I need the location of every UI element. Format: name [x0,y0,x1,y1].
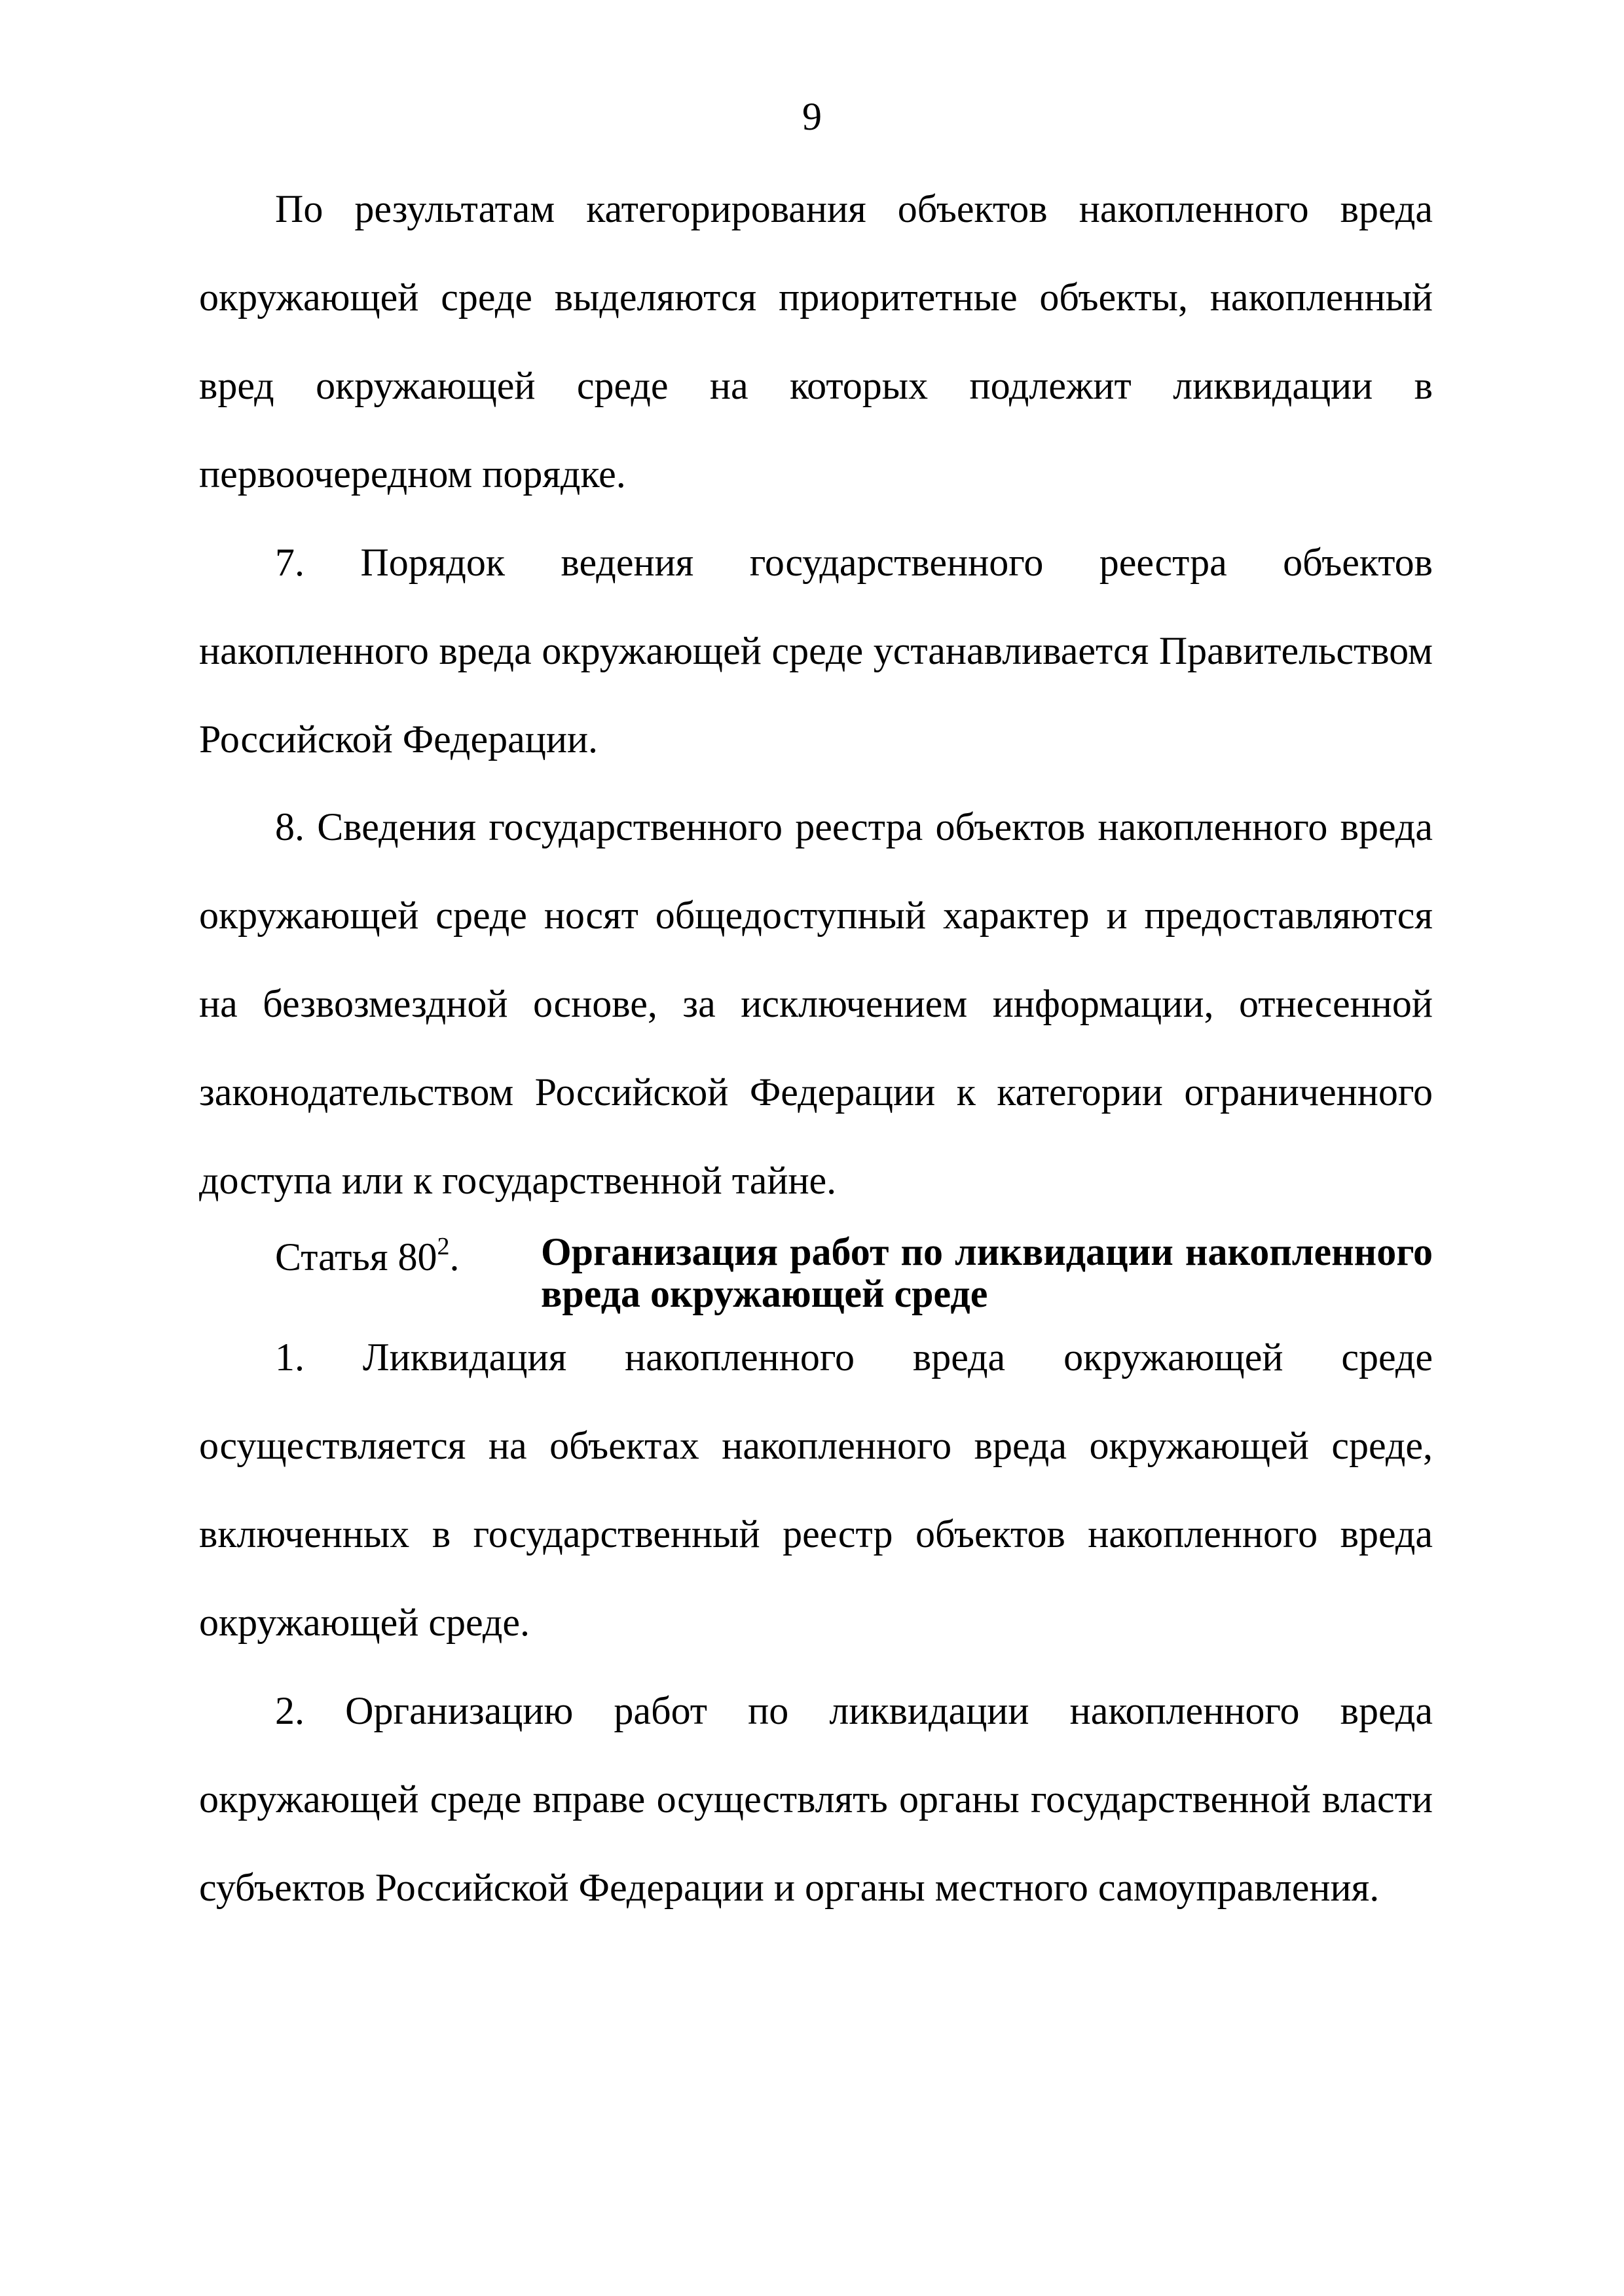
article-superscript: 2 [437,1233,450,1260]
article-paragraph-1: 1. Ликвидация накопленного вреда окружающей среде осуществляется на объектах накопленного вреда окружающей среде, включенных в государственный реестр объектов накопленного вреда окружающей среде. [199,1336,1433,1644]
article-title: Организация работ по ликвидации накопленного вреда окружающей среде [541,1230,1433,1315]
paragraph-item-7: 7. Порядок ведения государственного реестра объектов накопленного вреда окружающей среде устанавливается Правительством Российской Федерации. [199,541,1433,761]
page-number: 9 [802,95,822,138]
article-label-suffix: . [449,1235,460,1279]
paragraph-categorization-result: По результатам категорирования объектов накопленного вреда окружающей среде выделяются приоритетные объекты, накопленный вред окружающей среде на которых подлежит ликвидации в первоочередном порядке. [199,187,1433,496]
article-number: Статья 80 [275,1235,437,1279]
article-paragraph-2: 2. Организацию работ по ликвидации накопленного вреда окружающей среде вправе осуществлять органы государственной власти субъектов Российской Федерации и органы местного самоуправления. [199,1689,1433,1909]
paragraph-item-8: 8. Сведения государственного реестра объектов накопленного вреда окружающей среде носят общедоступный характер и предоставляются на безвозмездной основе, за исключением информации, отнесенной законодательством Российской Федерации к категории ограниченного доступа или к государственной тайне. [199,805,1433,1202]
article-label [275,1231,459,1283]
